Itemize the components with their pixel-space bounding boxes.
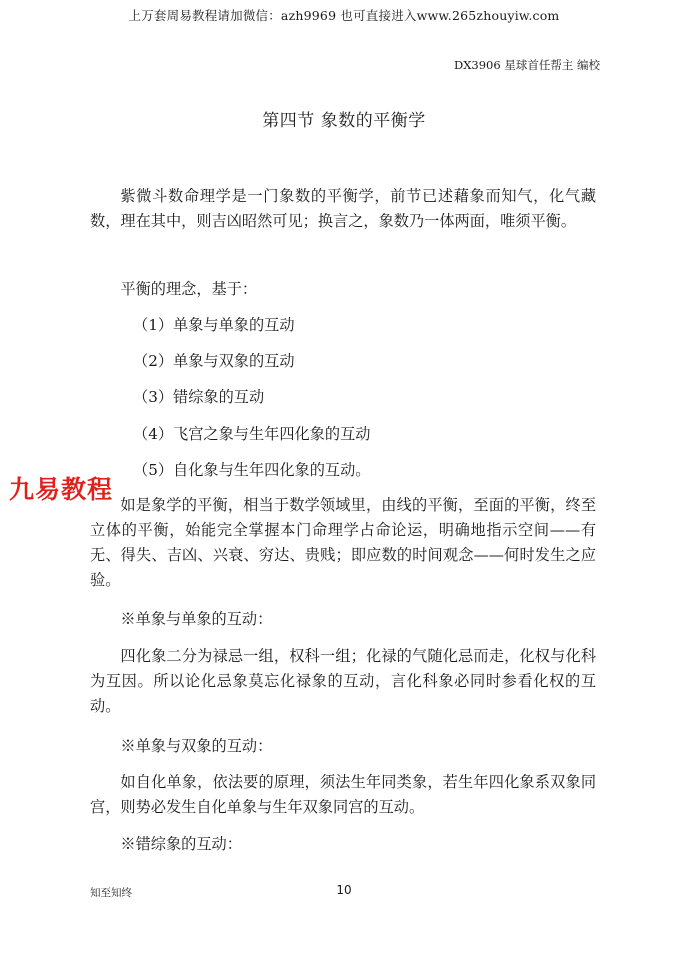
balance-concept-label: 平衡的理念，基于： [120,280,258,298]
body-paragraph: 四化象二分为禄忌一组，权科一组；化禄的气随化忌而走，化权与化科为互因。所以论化忌象莫忘化禄象的互动，言化科象必同时参看化权的互动。 [90,647,596,715]
list-item: （4）飞宫之象与生年四化象的互动 [133,425,371,443]
list-item: （1）单象与单象的互动 [133,316,295,334]
section-title: 第四节 象数的平衡学 [262,111,426,131]
subheading-mixed: ※错综象的互动： [120,835,242,853]
page-number: 10 [336,883,352,897]
list-item: （3）错综象的互动 [133,388,265,406]
watermark-logo: 九易教程 [9,475,114,504]
header-banner: 上万套周易教程请加微信：azh9969 也可直接进入www.265zhouyiw.com [128,8,560,23]
list-item: （5）自化象与生年四化象的互动。 [133,461,371,479]
footer-label: 知至知终 [90,887,132,899]
body-paragraph: 如自化单象，依法要的原理，须法生年同类象，若生年四化象系双象同宫，则势必发生自化单象与生年双象同宫的互动。 [90,773,596,816]
list-item: （2）单象与双象的互动 [133,352,295,370]
subheading-single-single: ※单象与单象的互动： [120,610,273,628]
intro-paragraph: 紫微斗数命理学是一门象数的平衡学，前节已述藉象而知气，化气藏数，理在其中，则吉凶昭然可见；换言之，象数乃一体两面，唯须平衡。 [90,187,596,230]
editor-credit: DX3906 星球首任帮主 编校 [454,58,600,72]
subheading-single-double: ※单象与双象的互动： [120,737,273,755]
body-paragraph: 如是象学的平衡，相当于数学领域里，由线的平衡，至面的平衡，终至立体的平衡，始能完全掌握本门命理学占命论运，明确地指示空间——有无、得失、吉凶、兴衰、穷达、贵贱；即应数的时间观念——何时发生之应验。 [90,496,596,589]
